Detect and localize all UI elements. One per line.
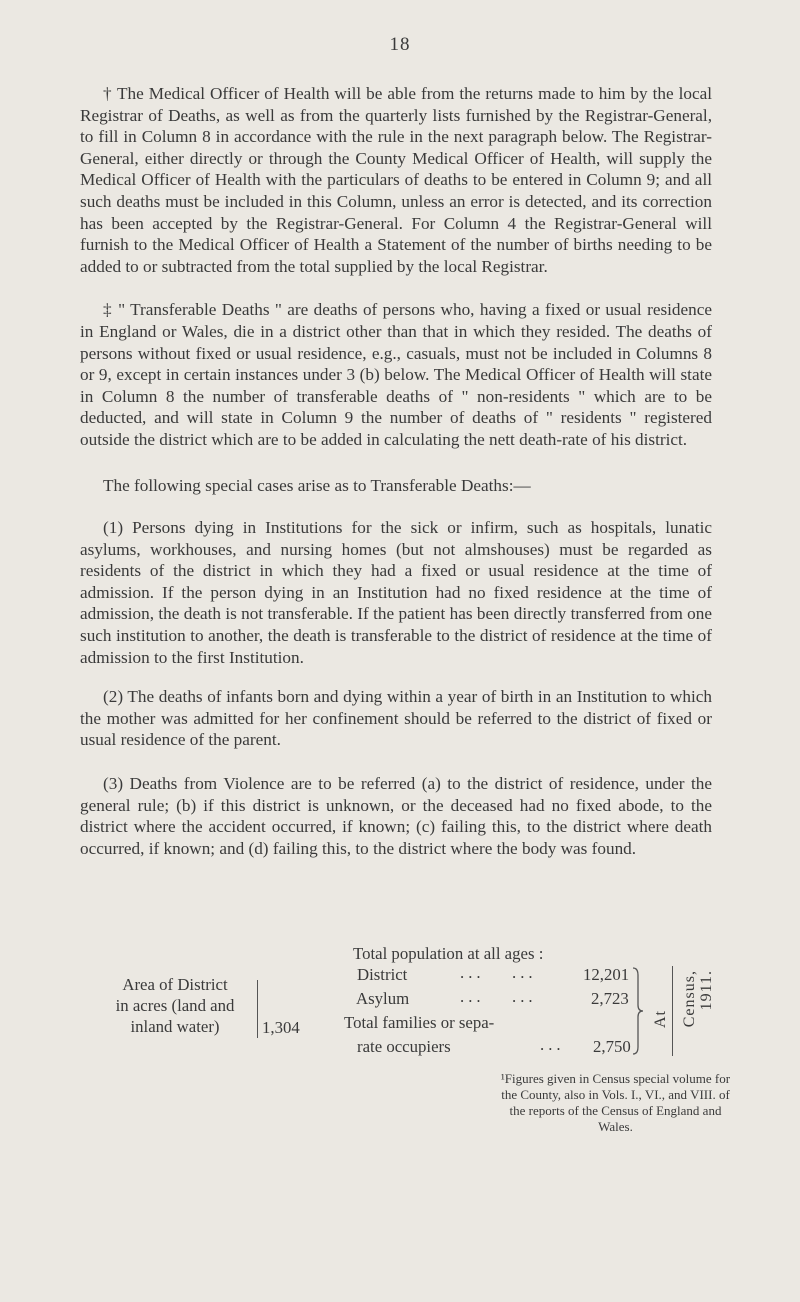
families-value: 2,750 bbox=[593, 1037, 631, 1056]
paragraph-case-2: (2) The deaths of infants born and dying within a year of birth in an Institution to which the mother was admitted for her confinement should be referred to the district of fixed or usual residence of the parent. bbox=[80, 687, 712, 750]
paragraph-special-cases: The following special cases arise as to Transferable Deaths:— bbox=[103, 475, 531, 495]
district-value: 12,201 bbox=[583, 965, 630, 984]
asylum-dots-1: ... bbox=[460, 987, 485, 1006]
area-brace bbox=[257, 980, 258, 1038]
families-label-1: Total families or sepa- bbox=[344, 1013, 495, 1032]
district-dots-2: ... bbox=[512, 963, 537, 982]
page-number: 18 bbox=[389, 34, 411, 55]
asylum-value: 2,723 bbox=[591, 989, 629, 1008]
families-dots: ... bbox=[540, 1035, 565, 1054]
census-brace bbox=[632, 967, 644, 1055]
district-dots-1: ... bbox=[460, 963, 485, 982]
census-year: 1911. bbox=[698, 970, 715, 1011]
paragraph-case-1: (1) Persons dying in Institutions for the sick or infirm, such as hospitals, lunatic asylums, workhouses, and nursing homes (but not almshouses) must be regarded as residents of the district in which they had a fixed or usual residence at the time of admission. If the person dying in an Institution had no fixed residence at the time of admission, the death is not transferable. If the patient has been directly transferred from one such institution to another, the death is transferable to the district of residence at the time of admission to the first Institution. bbox=[80, 518, 712, 667]
district-label: District bbox=[357, 965, 408, 984]
census-footnote: ¹Figures given in Census special volume for the County, also in Vols. I., VI., and VIII. of the reports of the Census of England and Wales. bbox=[500, 1071, 731, 1134]
asylum-label: Asylum bbox=[356, 989, 410, 1008]
population-heading: Total population at all ages : bbox=[353, 944, 544, 963]
families-label-2: rate occupiers bbox=[357, 1037, 451, 1056]
census-word: Census, bbox=[681, 970, 698, 1028]
area-label: Area of District in acres (land and inland water) bbox=[115, 975, 235, 1036]
census-at: At bbox=[652, 1010, 669, 1028]
census-divider bbox=[672, 966, 673, 1056]
area-value: 1,304 bbox=[262, 1018, 300, 1037]
paragraph-transferable-deaths: ‡ " Transferable Deaths " are deaths of persons who, having a fixed or usual residence in England or Wales, die in a district other than that in which they resided. The deaths of persons without fixed or usual residence, e.g., casuals, must not be included in Columns 8 or 9, except in certain instances under 3 (b) below. The Medical Officer of Health will state in Column 8 the number of transferable deaths of " non-residents " which are to be deducted, and will state in Column 9 the number of deaths of " residents " registered outside the district which are to be added in calculating the nett death-rate of his district. bbox=[80, 300, 712, 449]
asylum-dots-2: ... bbox=[512, 987, 537, 1006]
brace-icon bbox=[632, 967, 644, 1055]
paragraph-medical-officer: † The Medical Officer of Health will be able from the returns made to him by the local Registrar of Deaths, as well as from the quarterly lists furnished by the Registrar-General, to fill in Column 8 in accordance with the rule in the next paragraph below. The Registrar-General, either directly or through the County Medical Officer of Health, will supply the Medical Officer of Health with the particulars of deaths to be entered in Column 9; and all such deaths must be included in this Column, unless an error is detected, and its correction has been accepted by the Registrar-General. For Column 4 the Registrar-General will furnish to the Medical Officer of Health a Statement of the number of births needing to be added to or subtracted from the total supplied by the local Registrar. bbox=[80, 84, 712, 276]
paragraph-case-3: (3) Deaths from Violence are to be referred (a) to the district of residence, under the general rule; (b) if this district is unknown, or the deceased had no fixed abode, to the district where the accident occurred, if known; (c) failing this, to the district where death occurred, if known; and (d) failing this, to the district where the body was found. bbox=[80, 774, 712, 858]
